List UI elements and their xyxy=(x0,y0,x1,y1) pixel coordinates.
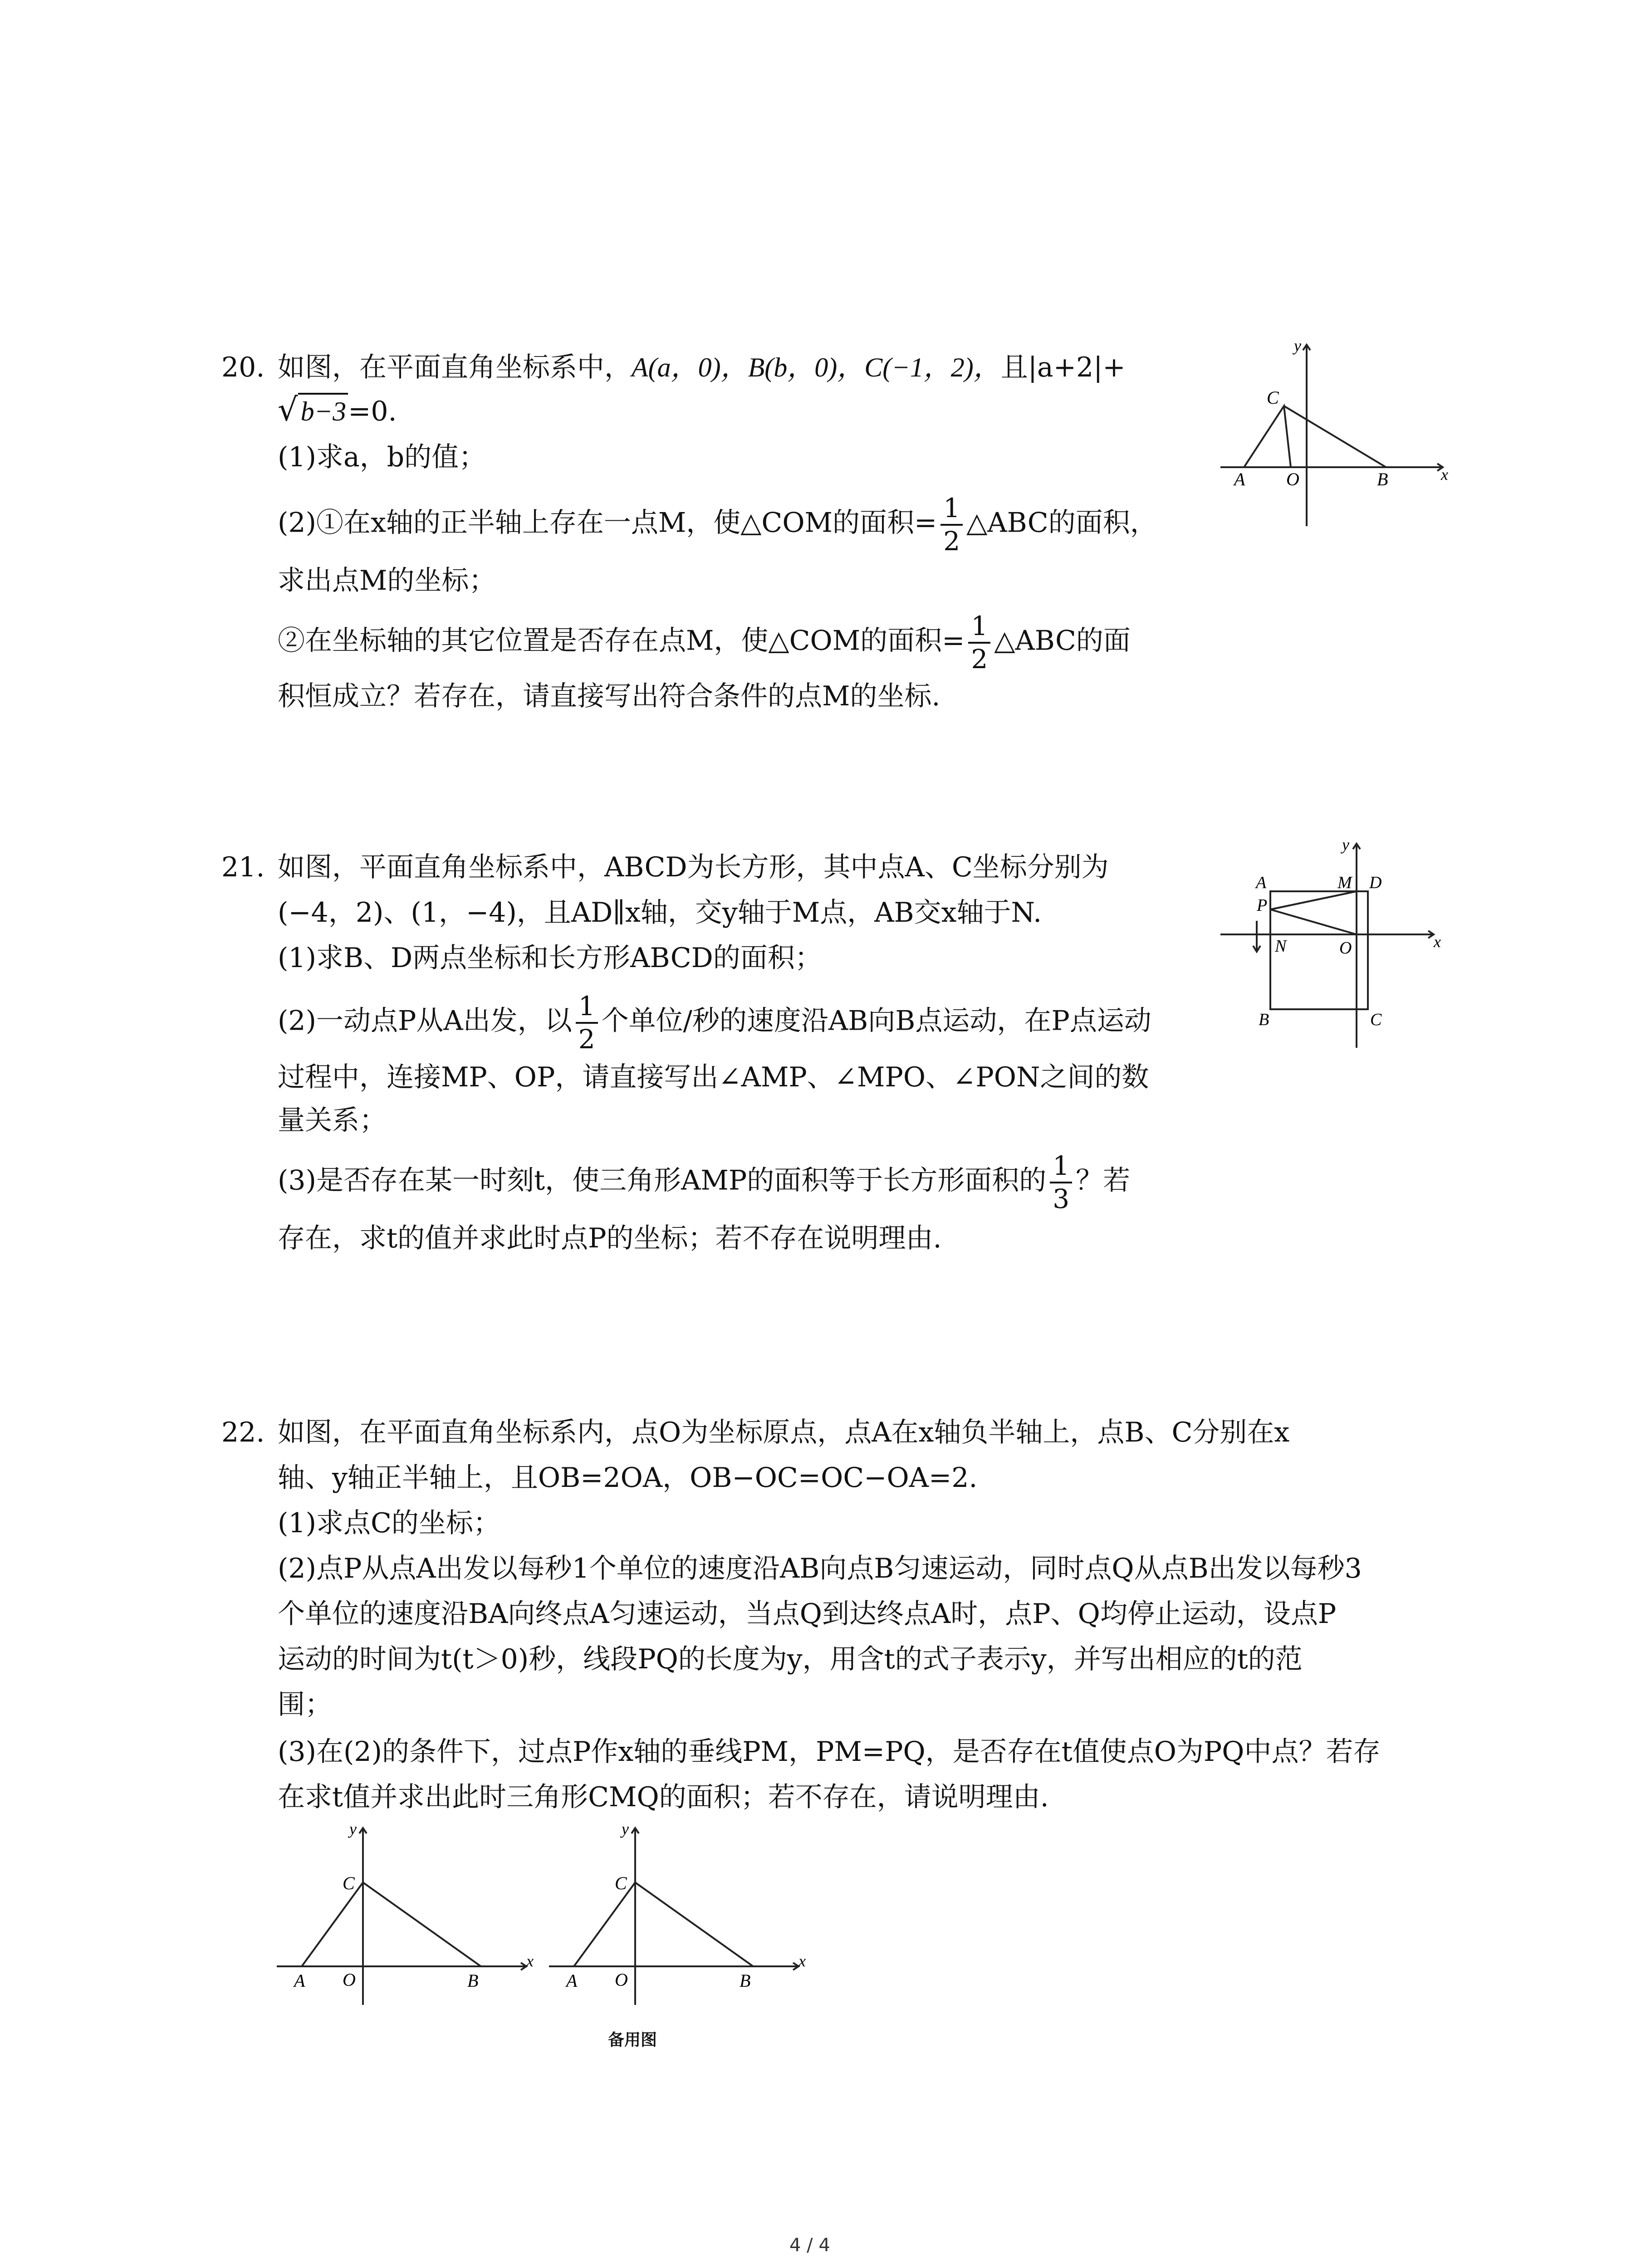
q22-part3-line1: (3)在(2)的条件下，过点P作x轴的垂线PM，PM=PQ，是否存在t值使点O为PQ中点？若存 xyxy=(278,1736,1381,1768)
q21-fig-d-label: D xyxy=(1369,873,1382,892)
q22-fig1-a-label: A xyxy=(294,1970,305,1991)
q20-line2 xyxy=(278,391,397,428)
q21-fig-a-label: A xyxy=(1256,873,1267,892)
q22-fig1-b-label: B xyxy=(467,1970,479,1991)
q20-part1: (1)求a，b的值； xyxy=(278,441,486,473)
q22-figure-main xyxy=(272,1819,535,2009)
q22-fig2-a-label: A xyxy=(566,1970,578,1991)
q22-fig1-c-label: C xyxy=(343,1873,355,1893)
fraction-denominator: 2 xyxy=(943,525,960,557)
q20-part2-b: △ABC的面积， xyxy=(966,507,1157,539)
q20-fig-a-label: A xyxy=(1234,469,1245,489)
q20-part3-fraction xyxy=(968,612,990,673)
q20-line1-points: A(a，0)，B(b，0)，C(−1，2)， xyxy=(632,352,1001,382)
q21-fig-x-label: x xyxy=(1434,933,1441,951)
q21-part2-b: 个单位/秒的速度沿AB向B点运动，在P点运动 xyxy=(601,1005,1151,1037)
q20-part3-b: △ABC的面 xyxy=(994,625,1131,657)
q22-part2-line2: 个单位的速度沿BA向终点A匀速运动，当点Q到达终点A时，点P、Q均停止运动，设点P xyxy=(278,1598,1337,1630)
q21-part3-fraction xyxy=(1050,1152,1072,1213)
q21-part3-a: (3)是否存在某一时刻t，使三角形AMP的面积等于长方形面积的 xyxy=(278,1164,1047,1197)
q20-figure xyxy=(1216,336,1452,531)
q20-line1 xyxy=(278,354,1126,381)
q20-part2-a: (2)①在x轴的正半轴上存在一点M，使△COM的面积= xyxy=(278,507,937,539)
q20-part3-line2: 积恒成立？若存在，请直接写出符合条件的点M的坐标. xyxy=(278,680,941,712)
q20-number: 20. xyxy=(221,352,265,383)
q21-part3-line2: 存在，求t的值并求此时点P的坐标；若不存在说明理由. xyxy=(278,1222,942,1254)
q21-part2-fraction xyxy=(576,992,598,1053)
q21-part2-a: (2)一动点P从A出发，以 xyxy=(278,1005,572,1037)
fraction-denominator: 3 xyxy=(1053,1183,1070,1214)
q21-line1: 如图，平面直角坐标系中，ABCD为长方形，其中点A、C坐标分别为 xyxy=(278,851,1109,883)
q21-part2 xyxy=(278,992,1151,1053)
q22-part2-line3: 运动的时间为t(t＞0)秒，线段PQ的长度为y，用含t的式子表示y，并写出相应的t的范 xyxy=(278,1643,1303,1675)
q20-part2-fraction xyxy=(941,494,963,555)
q22-fig2-b-label: B xyxy=(740,1970,751,1991)
q22-part2-line4: 围； xyxy=(278,1689,332,1721)
q22-fig1-o-label: O xyxy=(343,1970,356,1990)
q21-line2: (−4，2)、(1，−4)，且AD∥x轴，交y轴于M点，AB交x轴于N. xyxy=(278,897,1042,929)
q21-part2-line3: 量关系； xyxy=(278,1105,387,1136)
fraction-numerator: 1 xyxy=(941,494,963,526)
q21-part3-b: ？若 xyxy=(1076,1164,1131,1197)
q21-fig-n-label: N xyxy=(1275,937,1287,956)
q21-fig-o-label: O xyxy=(1339,938,1352,958)
q20-line1-text: 如图，在平面直角坐标系中， xyxy=(278,352,632,383)
q20-part3-a: ②在坐标轴的其它位置是否存在点M，使△COM的面积= xyxy=(278,625,965,657)
q22-fig2-x-label: x xyxy=(798,1952,806,1970)
fraction-numerator: 1 xyxy=(576,992,598,1024)
q20-part2 xyxy=(278,494,1157,555)
q22-part2-line1: (2)点P从点A出发以每秒1个单位的速度沿AB向点B匀速运动，同时点Q从点B出发以每秒3 xyxy=(278,1553,1362,1584)
q22-fig1-y-label: y xyxy=(349,1820,357,1838)
q21-part1: (1)求B、D两点坐标和长方形ABCD的面积； xyxy=(278,942,822,974)
fraction-numerator: 1 xyxy=(968,612,990,644)
q20-fig-c-label: C xyxy=(1267,387,1279,408)
q21-fig-b-label: B xyxy=(1259,1010,1269,1029)
q22-fig2-c-label: C xyxy=(615,1873,627,1893)
q21-part2-line2: 过程中，连接MP、OP，请直接写出∠AMP、∠MPO、∠PON之间的数 xyxy=(278,1061,1149,1093)
q22-fig2-o-label: O xyxy=(615,1970,628,1990)
q22-number: 22. xyxy=(221,1417,265,1448)
q20-sqrt: √ b−3 xyxy=(278,394,348,425)
q21-fig-p-label: P xyxy=(1257,896,1268,915)
fraction-denominator: 2 xyxy=(578,1023,595,1055)
q21-part3 xyxy=(278,1152,1130,1213)
q20-line1-abs: 且|a+2|+ xyxy=(1000,352,1126,383)
q20-line2-rest: =0. xyxy=(348,396,397,427)
q20-fig-b-label: B xyxy=(1377,469,1388,489)
q20-part3 xyxy=(278,612,1131,673)
q21-figure xyxy=(1220,835,1452,1052)
q22-fig2-y-label: y xyxy=(622,1820,629,1838)
q21-number: 21. xyxy=(221,851,265,883)
fraction-numerator: 1 xyxy=(1050,1152,1072,1183)
q21-fig-m-label: M xyxy=(1337,873,1352,892)
q20-part2-line2: 求出点M的坐标； xyxy=(278,565,496,596)
q20-fig-y-label: y xyxy=(1294,337,1301,355)
q22-backup-caption: 备用图 xyxy=(608,2031,657,2049)
q20-fig-o-label: O xyxy=(1286,469,1299,489)
fraction-denominator: 2 xyxy=(971,643,988,675)
q22-figure-backup xyxy=(544,1819,808,2009)
q21-fig-y-label: y xyxy=(1342,836,1349,854)
q22-fig1-x-label: x xyxy=(526,1952,534,1970)
q22-line2: 轴、y轴正半轴上，且OB=2OA，OB−OC=OC−OA=2. xyxy=(278,1462,978,1494)
q20-fig-x-label: x xyxy=(1441,465,1448,484)
q22-line1: 如图，在平面直角坐标系内，点O为坐标原点，点A在x轴负半轴上，点B、C分别在x xyxy=(278,1417,1290,1448)
q22-part1: (1)求点C的坐标； xyxy=(278,1507,500,1539)
q22-part3-line2: 在求t值并求出此时三角形CMQ的面积；若不存在，请说明理由. xyxy=(278,1781,1049,1813)
q20-sqrt-radicand: b−3 xyxy=(298,393,348,426)
q21-fig-c-label: C xyxy=(1370,1010,1382,1029)
page-number: 4 / 4 xyxy=(789,2235,830,2256)
